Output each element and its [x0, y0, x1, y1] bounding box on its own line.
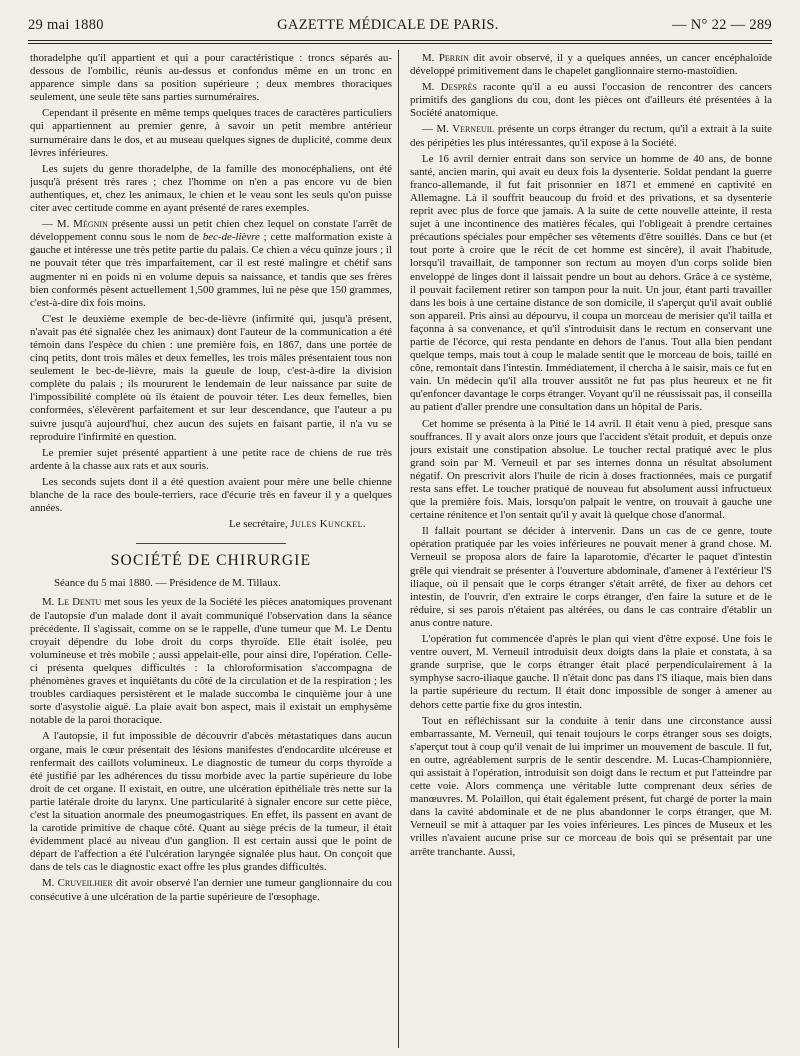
paragraph — [410, 52, 772, 78]
paragraph: Il fallait pourtant se décider à intervenir. Dans un cas de ce genre, toute opération pratiquée par les voies inférieures ne pouvait mener à grand chose. M. Verneuil se proposa alors de faire la laparotomie, d'écarter le paquet d'intestin grêle qui viendrait se présenter à l'ouverture abdominale, d'amener à l'extérieur l'S iliaque, où il pensait que le corps étranger s'était arrêté, de fixer au dehors cet intestin, de l'ouvrir, d'en extraire le corps étranger, d'en faire la suture et de le réduire, si ses parois n'étaient pas altérées, ou dans le cas contraire d'établir un anus contre nature. — [410, 525, 772, 629]
header-rule-double — [28, 43, 772, 44]
paragraph: A l'autopsie, il fut impossible de découvrir d'abcès métastatiques dans aucun organe, mais le cœur présentait des lésions manifestes d'endocardite ulcéreuse et renfermait des caillots volumineux. Le diagnostic de tumeur du corps thyroïde a été justifié par les adhérences du tissu morbide avec la partie supérieure du lobe droit de cet organe. Il existait, en outre, une ulcération épithéliale très nette sur la partie latérale droite du larynx. Une particularité à signaler encore sur cette pièce, c'est la situation anormale des pneumogastriques. En effet, ils passent en avant de la carotide primitive de chaque côté. Quant au siège précis de la tumeur, il était évidemment placé au niveau d'un ganglion. Il est certain aussi que le point de départ de l'affection a été l'ulcération laryngée signalée plus haut. On conçoit que dans de tels cas le diagnostic exact offre les plus grandes difficultés. — [30, 730, 392, 874]
session-line: Séance du 5 mai 1880. — Présidence de M. Tillaux. — [54, 577, 281, 590]
column-divider — [398, 50, 399, 1048]
paragraph: C'est le deuxième exemple de bec-de-lièvre (infirmité qui, jusqu'à présent, n'avait pas été signalée chez les animaux) dont l'auteur de la communication a été témoin dans l'espèce du chien : une première fois, en 1867, dans une portée de cinq petits, dont trois mâles et deux femelles, les trois mâles présentaient tous non seulement le bec-de-lièvre, mais la gueule de loup, c'est-à-dire la division complète du palais ; ils moururent le lendemain de leur naissance par suite de l'impossibilité complète où ils étaient de pouvoir téter. Les deux femelles, bien conformées, s'élevèrent parfaitement et sur leur descendance, que l'auteur a pu suivre jusqu'à aujourd'hui, chez aucun des sujets en faisant partie, il n'a vu se reproduire l'infirmité en question. — [30, 312, 392, 443]
section-title: SOCIÉTÉ DE CHIRURGIE — [110, 552, 312, 570]
paragraph-text: raconte qu'il a eu aussi l'occasion de rencontrer des cancers primitifs des ganglions du cou, dont les pièces ont d'ailleurs été présentées à la Société anatomique. — [410, 81, 772, 120]
italic-term: bec-de-lièvre — [202, 231, 260, 244]
header-issue: — N° 22 — 289 — [672, 16, 772, 33]
paragraph: Les sujets du genre thoradelphe, de la famille des monocéphaliens, ont été jusqu'à présent très rares ; chez l'homme on n'en a pas encore vu de bien authentiques, et, chez les animaux, le chien et le veau sont les seuls qu'on puisse citer avec certitude comme en ayant présenté de rares exemples. — [30, 162, 392, 215]
section-separator — [136, 543, 286, 544]
signature-label: Le secrétaire, — [229, 518, 291, 531]
paragraph: Cependant il présente en même temps quelques traces de caractères particuliers qui appartiennent au premier genre, à savoir un petit membre antérieur surnuméraire dans le dos, et au museau quelques signes de duplicité, comme deux lèvres inférieures. — [30, 107, 392, 159]
left-column — [30, 52, 392, 1047]
speaker-name: — M. Verneuil — [422, 123, 495, 136]
paragraph-text: ; cette malformation existe à gauche et intéresse une très petite partie du palais. Ce chien a vécu quinze jours ; il ne pouvait téter que très imparfaitement, car il est resté malingre et chétif sans augmenter ni en poids ni en volume depuis sa naissance, et tandis que ses frères bien conformés pèsent actuellement 1,500 grammes, lui ne pèse que 150 grammes, c'est-à-dire dix fois moins. — [30, 231, 392, 309]
paragraph-text: dit avoir observé l'an dernier une tumeur ganglionnaire du cou consécutive à une ulcération de la partie supérieure de l'œsophage. — [30, 877, 392, 903]
paragraph-text: présente un corps étranger du rectum, qu'il a extrait à la suite des péripéties les plus intéressantes, qu'il expose à la Société. — [410, 123, 772, 149]
header-date: 29 mai 1880 — [28, 16, 104, 33]
header-title: GAZETTE MÉDICALE DE PARIS. — [277, 16, 499, 33]
header-rule — [28, 40, 772, 41]
speaker-name: M. Cruveilhier — [42, 877, 113, 890]
paragraph-text: présente aussi un petit chien chez lequel on constate l'arrêt de développement connu sous le nom de — [30, 218, 392, 244]
paragraph: Le 16 avril dernier entrait dans son service un homme de 40 ans, de bonne santé, ancien marin, qui avait eu deux fois la dysenterie. Soldat pendant la guerre franco-allemande, il fut fait prisonnier en 1871 et emmené en captivité en Allemagne. Là il souffrit beaucoup du froid et des privations, et sa dysenterie reprit avec plus de force que jamais. A la suite de cette nouvelle atteinte, il resta sujet à une incontinence des matières fécales, qui l'obligeait à prendre certaines précautions spéciales pour empêcher ses vêtements d'être souillés. Dans ce but (et tout porte à croire que le récit de cet homme est sincère), il avait l'habitude, lorsqu'il travaillait, de tamponner son rectum au moyen d'un corps solide bien enveloppé de linges dont il laissait pendre un bout au dehors. Grâce à ce système, il pouvait facilement retirer son tampon pour la nuit. Un jour, étant parti travailler dans les bois à une certaine distance de son domicile, il s'aperçut qu'il avait oublié son appareil. Pris ainsi au dépourvu, il coupa un morceau de merisier qu'il tailla et façonna à sa convenance, et qu'il s'introduisit dans le rectum en conservant une partie de l'écorce, qui resta pendante en dehors de l'anus. Tout alla bien pendant quelque temps, mais tout à coup le malade sentit que le morceau de bois, taillé en cône, remontait dans l'intestin. Immédiatement, il chercha à le saisir, mais ce fut en vain. Un médecin qu'il alla trouver aussitôt ne fut pas plus heureux et ne fit qu'enfoncer davantage le corps étranger. Voyant qu'il ne réussissait pas, il conseilla au patient d'aller prendre une consultation dans un hôpital de Paris. — [410, 152, 772, 414]
paragraph-text: met sous les yeux de la Société les pièces anatomiques provenant de l'autopsie d'un malade dont il avait communiqué l'observation dans la séance précédente. Il s'agissait, comme on se le rappelle, d'une tumeur que M. Le Dentu croyait dépendre du lobe droit du corps thyroïde. Elle était isolée, peu volumineuse et très mobile ; aussi appelait-elle, pour ainsi dire, l'opération. Celle-ci présenta quelques difficultés : la chloroformisation s'accompagna de phénomènes graves et inquiétants du côté de la circulation et de la respiration ; les troubles cardiaques persistèrent et le malade succomba le cinquième jour à une sorte d'asystolie aiguë. La plaie avait bon aspect, mais il existait un emphysème notable de la paroi thoracique. — [30, 596, 392, 727]
paragraph — [30, 877, 392, 903]
paragraph: L'opération fut commencée d'après le plan qui vient d'être exposé. Une fois le ventre ouvert, M. Verneuil introduisit deux doigts dans la plaie et constata, à sa grande surprise, que le corps étranger était placé perpendiculairement à la symphyse sacro-iliaque gauche. Il n'était donc pas dans l'S iliaque, mais bien dans la partie supérieure du rectum. Il était donc impossible de songer à amener au dehors cette partie fixe du gros intestin. — [410, 633, 772, 711]
signature-line — [30, 518, 392, 531]
signature-name: Jules Kunckel. — [290, 518, 366, 531]
paragraph: Cet homme se présenta à la Pitié le 14 avril. Il était venu à pied, presque sans souffrances. Il y avait alors onze jours que l'accident s'était produit, et depuis onze jours existait une constipation absolue. Le toucher rectal pratiqué avec le plus grand soin par M. Verneuil et par ses internes donna un résultat absolument négatif. On prescrivit alors l'huile de ricin à doses fractionnées, mais ce purgatif resta sans effet. Le toucher pratiqué de nouveau fut absolument aussi infructueux que la première fois. Mais, lorsqu'on palpait le ventre, on trouvait à gauche une certaine rénitence et l'on sentait qu'il y avait là quelque chose d'anormal. — [410, 417, 772, 522]
paragraph: Les seconds sujets dont il a été question avaient pour mère une belle chienne blanche de la race des boule-terriers, race d'écurie très en faveur il y a quelques années. — [30, 475, 392, 515]
paragraph — [30, 218, 392, 310]
speaker-name: M. Perrin — [422, 52, 469, 64]
paragraph: Tout en réfléchissant sur la conduite à tenir dans une circonstance aussi embarrassante, M. Verneuil, qui tenait toujours le corps étranger sous ses doigts, s'aperçut tout à coup qu'il venait de lui imprimer un mouvement de bascule. Il fut, en outre, agréablement surpris de le sentir descendre. M. Lucas-Championnière, qui assistait à l'opération, introduisit son doigt dans le rectum et put l'atteindre par cette voie. Alors commença une véritable lutte comprenant deux séries de manœuvres. M. Polaillon, qui était également présent, fut chargé de porter la main dans la cavité abdominale et de ne plus abandonner le corps étranger, que M. Verneuil se mit à attaquer par les voies inférieures. Les pinces de Museux et les vrilles n'avaient aucune prise sur ce morceau de bois qui se présentait par une arrête tranchante. Aussi, — [410, 714, 772, 858]
page-header — [28, 12, 772, 38]
paragraph — [410, 123, 772, 149]
speaker-name: — M. Mégnin — [42, 218, 108, 231]
paragraph: thoradelphe qu'il appartient et qui a pour caractéristique : troncs séparés au-dessous de l'ombilic, réunis au-dessus et confondus même en un tronc en apparence simple dans sa position supérieure ; deux membres thoraciques seulement, une seule tête sans parties surnuméraires. — [30, 52, 392, 104]
paragraph: Le premier sujet présenté appartient à une petite race de chiens de rue très ardente à la chasse aux rats et aux souris. — [30, 446, 392, 472]
speaker-name: M. Le Dentu — [42, 596, 102, 609]
right-column — [410, 52, 772, 1047]
paragraph-text: dit avoir observé, il y a quelques années, un cancer encéphaloïde développé primitivement dans le chapelet ganglionnaire sterno-mastoïdien. — [410, 52, 772, 78]
speaker-name: M. Desprès — [422, 81, 477, 94]
paragraph — [30, 596, 392, 727]
paragraph — [410, 81, 772, 120]
